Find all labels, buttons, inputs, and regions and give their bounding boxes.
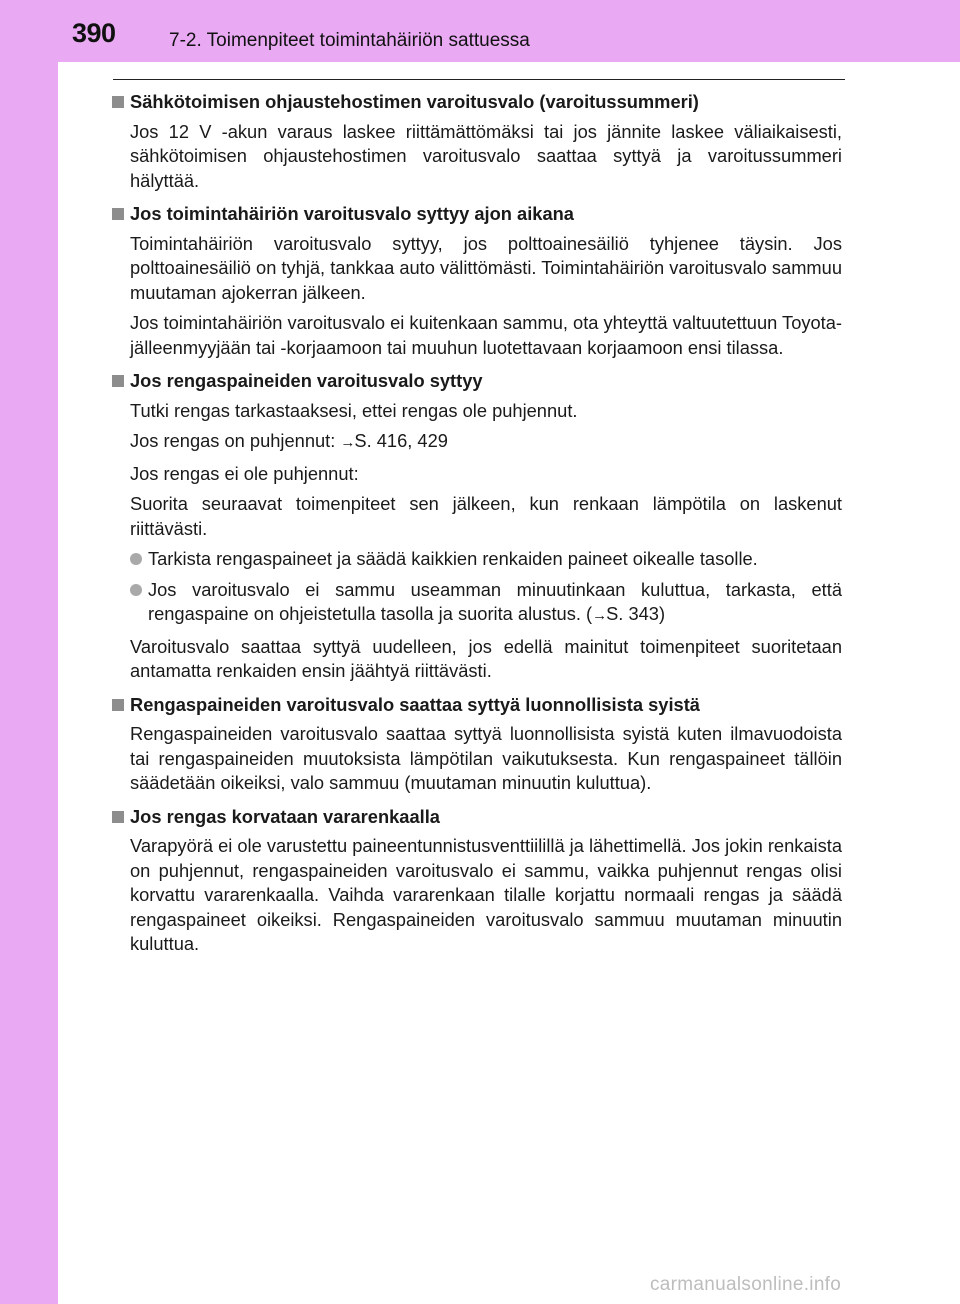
square-bullet-icon xyxy=(112,96,124,108)
section-title: Jos toimintahäiriön varoitusvalo syttyy ajon aikana xyxy=(130,203,574,224)
section-title: Sähkötoimisen ohjaustehostimen varoitusvalo (varoitussummeri) xyxy=(130,91,699,112)
paragraph: Jos rengas ei ole puhjennut: xyxy=(130,462,359,484)
paragraph: Tutki rengas tarkastaaksesi, ettei rengas ole puhjennut. xyxy=(130,399,578,421)
page-reference-link[interactable]: S. 416, 429 xyxy=(354,430,448,451)
side-color-strip xyxy=(0,0,58,1304)
square-bullet-icon xyxy=(112,811,124,823)
arrow-right-icon: → xyxy=(340,434,355,451)
paragraph: Varapyörä ei ole varustettu paineentunnistusventtiilillä ja lähettimellä. Jos jokin renkaista on puhjennut, rengaspaineiden varoitusvalo ei sammu, vaikka puhjennut rengas olisi korvattu vararenkaalla. Vaihda vararenkaan tilalle korjattu normaali rengas ja säädä rengaspaineet oikeiksi. Rengaspaineiden varoitusvalo sammuu muutaman minuutin kuluttua. xyxy=(130,835,843,954)
section-title: Jos rengas korvataan vararenkaalla xyxy=(130,805,440,827)
section-heading xyxy=(112,369,842,394)
bullet-text: Jos varoitusvalo ei sammu useamman minuutinkaan kuluttua, tarkasta, että rengaspaine on ohjeistetulla tasolla ja suorita alustus. ( xyxy=(148,578,842,624)
paragraph-with-reference xyxy=(130,429,842,456)
paragraph: Jos 12 V -akun varaus laskee riittämättömäksi tai jos jännite laskee väliaikaisesti, sähkötoimisen ohjaustehostimen varoitusvalo saattaa syttyä ja varoitussummeri hälyttää. xyxy=(130,120,842,191)
paragraph: Varoitusvalo saattaa syttyä uudelleen, jos edellä mainitut toimenpiteet suoritetaan antamatta renkaiden ensin jäähtyä riittävästi. xyxy=(130,635,842,681)
watermark-text: carmanualsonline.info xyxy=(650,1274,842,1295)
paragraph: Rengaspaineiden varoitusvalo saattaa syttyä luonnollisista syistä kuten ilmavuodoista tai rengaspaineiden muutoksista lämpötilan vaikutuksesta. Kun rengaspaineet tällöin säädetään oikeiksi, valo sammuu (muutaman minuutin kuluttua). xyxy=(130,723,842,793)
bullet-item xyxy=(130,578,842,629)
section-heading xyxy=(112,202,842,227)
round-bullet-icon xyxy=(130,553,142,565)
paragraph: Toimintahäiriön varoitusvalo syttyy, jos polttoainesäiliö tyhjenee täysin. Jos polttoainesäiliö on tyhjä, tankkaa auto välittömästi. Toimintahäiriön varoitusvalo sammuu muutaman ajokerran jälkeen. xyxy=(130,232,842,303)
bullet-text: Tarkista rengaspaineet ja säädä kaikkien renkaiden paineet oikealle tasolle. xyxy=(148,548,758,569)
page-number: 390 xyxy=(72,18,116,48)
square-bullet-icon xyxy=(112,208,124,220)
round-bullet-icon xyxy=(130,584,142,596)
section-heading xyxy=(112,693,842,718)
section-heading xyxy=(112,805,842,830)
section-title: Rengaspaineiden varoitusvalo saattaa syttyä luonnollisista syistä xyxy=(130,693,700,715)
paragraph: Suorita seuraavat toimenpiteet sen jälkeen, kun renkaan lämpötila on laskenut riittävästi. xyxy=(130,493,842,539)
bullet-item xyxy=(130,547,842,572)
arrow-right-icon: → xyxy=(592,607,607,624)
square-bullet-icon xyxy=(112,375,124,387)
paragraph: Jos toimintahäiriön varoitusvalo ei kuitenkaan sammu, ota yhteyttä valtuutettuun Toyota-jälleenmyyjään tai -korjaamoon tai muuhun luotettavaan korjaamoon ensi tilassa. xyxy=(130,312,843,358)
page-reference-link[interactable]: S. 343) xyxy=(606,603,666,624)
header-rule xyxy=(113,79,845,80)
square-bullet-icon xyxy=(112,699,124,711)
section-title: Jos rengaspaineiden varoitusvalo syttyy xyxy=(130,370,483,391)
chapter-title: 7-2. Toimenpiteet toimintahäiriön sattuessa xyxy=(169,30,530,51)
reference-prefix: Jos rengas on puhjennut: xyxy=(130,430,341,451)
section-heading xyxy=(112,90,842,115)
page-content xyxy=(112,90,842,963)
